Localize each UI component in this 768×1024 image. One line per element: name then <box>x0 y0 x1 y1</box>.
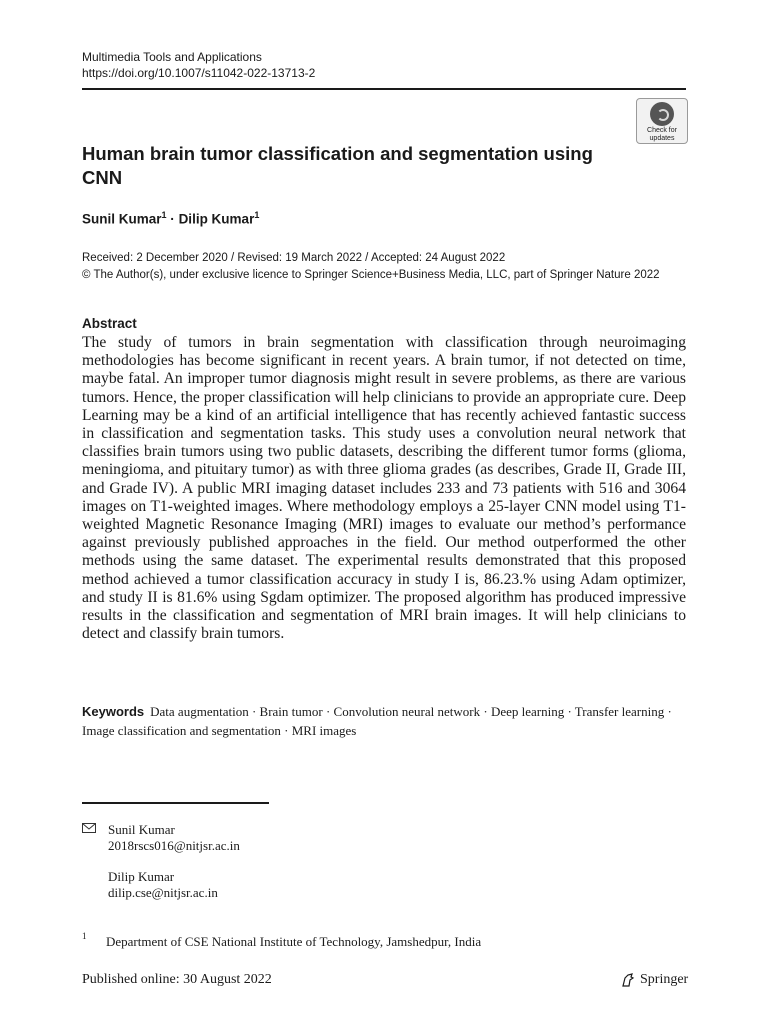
paper-title: Human brain tumor classification and segmentation using CNN <box>82 143 593 188</box>
contact-name: Dilip Kumar <box>108 869 175 884</box>
contact-email[interactable]: dilip.cse@nitjsr.ac.in <box>108 885 218 900</box>
badge-line-1: Check for <box>647 127 677 134</box>
doi-link[interactable]: https://doi.org/10.1007/s11042-022-13713-2 <box>82 66 316 80</box>
affiliation-text: Department of CSE National Institute of Technology, Jamshedpur, India <box>106 934 482 949</box>
keywords-block <box>82 702 686 740</box>
author-name[interactable]: Dilip Kumar <box>178 211 255 227</box>
journal-header <box>82 49 315 81</box>
check-updates-icon <box>650 102 674 126</box>
footnote-rule <box>82 802 269 804</box>
springer-horse-icon <box>620 972 636 988</box>
header-rule <box>82 88 686 90</box>
contact-name: Sunil Kumar <box>108 822 175 837</box>
keywords-text: Data augmentation · Brain tumor · Convolution neural network · Deep learning · Transfer learning · Image classification and segmentation · MRI images <box>82 704 672 738</box>
copyright-icon: © <box>82 269 91 281</box>
author-list <box>82 210 259 227</box>
badge-line-2: updates <box>649 135 675 142</box>
abstract-body: The study of tumors in brain segmentation with classification through neuroimaging methodologies has become significant in recent years. A brain tumor, if not detected on time, maybe fatal. An improper tumor diagnosis might result in severe problems, as there are various tumors. Hence, the proper classification will help clinicians to provide an appropriate cure. Deep Learning may be a kind of an artificial intelligence that has recently achieved fantastic success in classification and segmentation tasks. This study uses a convolution neural network that classifies brain tumors using two public datasets, describing the different tumor forms (glioma, meningioma, and pituitary tumor) as with three glioma grades (as describes, Grade II, Grade III, and Grade IV). A public MRI imaging dataset includes 233 and 73 patients with 516 and 3064 images on T1-weighted images. Where methodology employs a 25-layer CNN model using T1-weighted Magnetic Resonance Imaging (MRI) images to evaluate our method’s performance against previously published approaches in the field. Our method outperformed the other methods using the same dataset. The experimental results demonstrated that this proposed method achieved a tumor classification accuracy in study I is, 86.23.% using Adam optimizer, and study II is 81.6% using Sgdam optimizer. The proposed algorithm has produced impressive results in the classification and segmentation of MRI brain images. It will help clinicians to detect and classify brain tumors. <box>82 334 686 643</box>
journal-name: Multimedia Tools and Applications <box>82 50 262 64</box>
received-dates: Received: 2 December 2020 / Revised: 19 March 2022 / Accepted: 24 August 2022 <box>82 252 506 264</box>
published-online: Published online: 30 August 2022 <box>82 972 272 987</box>
publication-history <box>82 250 692 284</box>
author-separator: · <box>170 211 175 227</box>
author-name[interactable]: Sunil Kumar <box>82 211 162 227</box>
contact-2 <box>108 869 218 901</box>
contact-email[interactable]: 2018rscs016@nitjsr.ac.in <box>108 838 240 853</box>
author-affil-mark: 1 <box>161 210 167 220</box>
springer-logo <box>620 972 688 988</box>
author-affil-mark: 1 <box>254 210 260 220</box>
envelope-icon <box>82 823 96 833</box>
contact-1 <box>108 822 240 854</box>
affiliation-number: 1 <box>82 931 87 941</box>
keywords-label: Keywords <box>82 704 145 719</box>
publisher-name: Springer <box>640 972 689 987</box>
check-for-updates-badge[interactable] <box>636 98 688 144</box>
copyright-text: The Author(s), under exclusive licence to Springer Science+Business Media, LLC, part of Springer Nature 2022 <box>93 269 660 281</box>
abstract-heading: Abstract <box>82 316 137 331</box>
copyright-line <box>82 267 692 284</box>
